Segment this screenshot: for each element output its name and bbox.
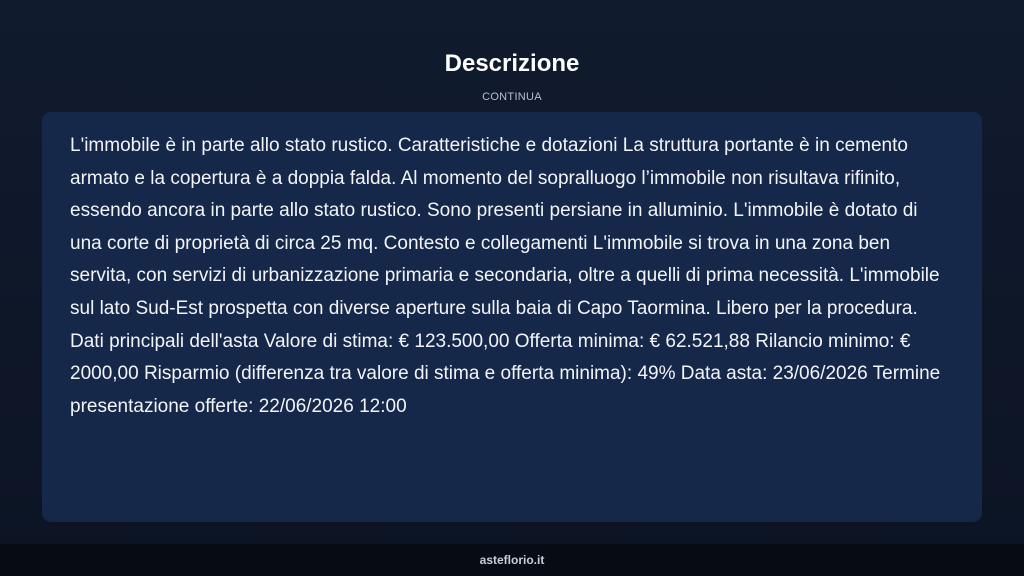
page-title: Descrizione	[444, 50, 580, 77]
footer-site-name: asteflorio.it	[479, 553, 545, 567]
footer-bar	[0, 544, 1024, 576]
description-card	[42, 112, 982, 522]
description-text: L'immobile è in parte allo stato rustico. Caratteristiche e dotazioni La struttura portante è in cemento armato e la copertura è a doppia falda. Al momento del sopralluogo l’immobile non risultava rifinito, essendo ancora in parte allo stato rustico. Sono presenti persiane in alluminio. L'immobile è dotato di una corte di proprietà di circa 25 mq. Contesto e collegamenti L'immobile si trova in una zona ben servita, con servizi di urbanizzazione primaria e secondaria, oltre a quelli di prima necessità. L'immobile sul lato Sud-Est prospetta con diverse aperture sulla baia di Capo Taormina. Libero per la procedura. Dati principali dell'asta Valore di stima: € 123.500,00 Offerta minima: € 62.521,88 Rilancio minimo: € 2000,00 Risparmio (differenza tra valore di stima e offerta minima): 49% Data asta: 23/06/2026 Termine presentazione offerte: 22/06/2026 12:00	[70, 135, 941, 417]
page-subtitle: CONTINUA	[482, 91, 542, 103]
